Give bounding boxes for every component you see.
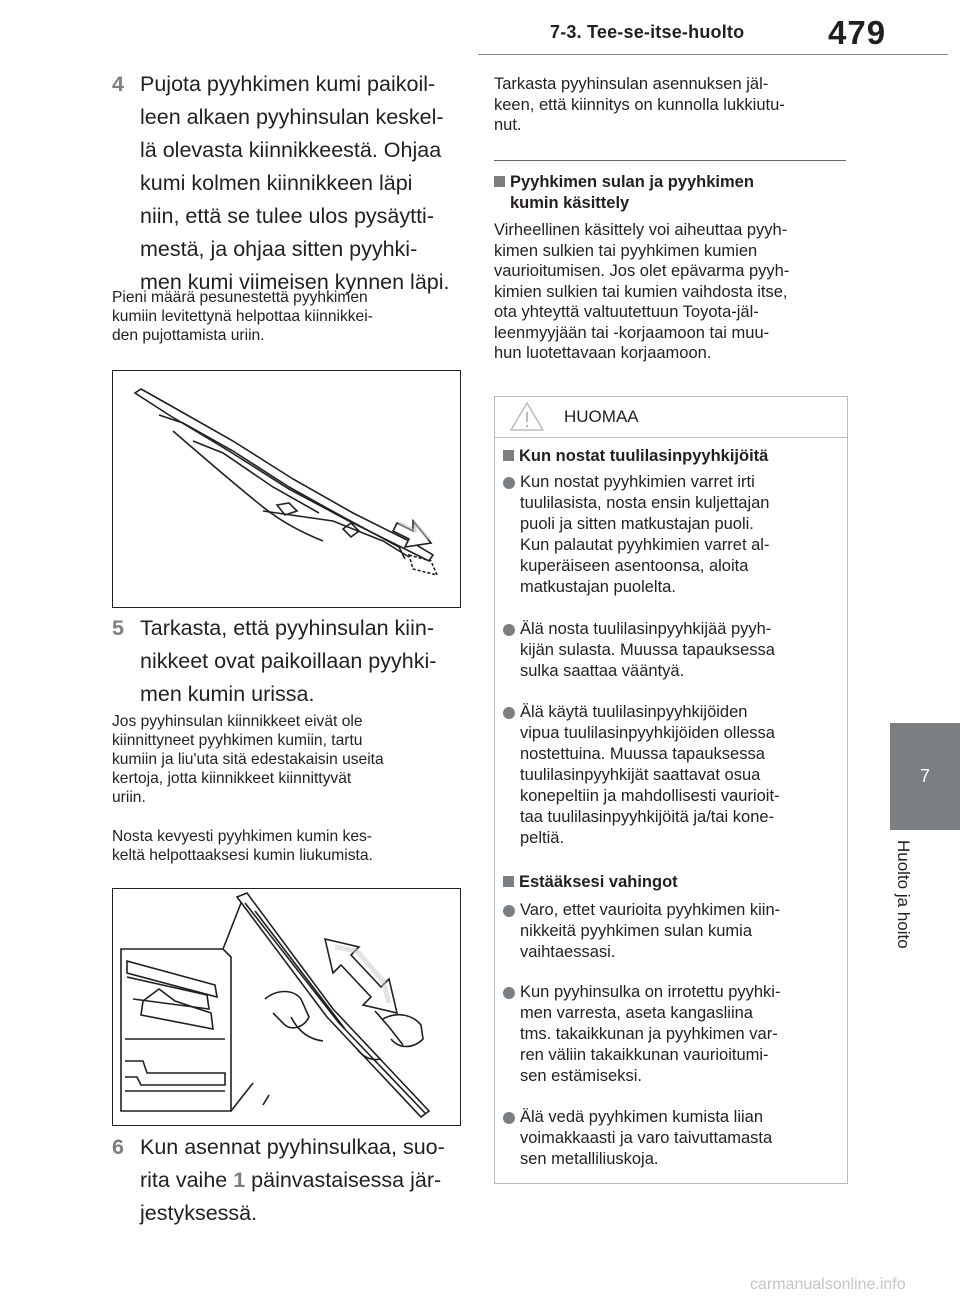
- square-bullet-icon: [503, 450, 514, 461]
- step-6-text: [140, 1131, 445, 1230]
- step-4-text: Pujota pyyhkimen kumi paikoil- leen alkaen pyyhinsulan keskel- lä olevasta kiinnikkeestä. Ohjaa kumi kolmen kiinnikkeen läpi niin, että se tulee ulos pysäytti- mestä, ja ohjaa sitten pyyhki- men kumi viimeisen kynnen läpi.: [140, 72, 450, 294]
- square-bullet-icon: [494, 176, 505, 187]
- step-6-ref[interactable]: 1: [233, 1168, 246, 1192]
- arrow-icon: [393, 521, 431, 547]
- caution-bullet-2: Älä nosta tuulilasinpyyhkijää pyyh- kijän sulasta. Muussa tapauksessa sulka saattaa vääntyä.: [520, 620, 775, 680]
- bullet-icon: [503, 624, 515, 636]
- bullet-icon: [503, 1112, 515, 1124]
- figure-wiper-rubber-slide: [112, 888, 461, 1126]
- square-bullet-icon: [503, 876, 514, 887]
- caution-section-1-heading-text: Kun nostat tuulilasinpyyhkijöitä: [519, 447, 769, 465]
- caution-header-rule: [494, 437, 848, 438]
- header-rule: [478, 54, 948, 55]
- figure-wiper-blade-rubber: [112, 370, 461, 608]
- bullet-icon: [503, 905, 515, 917]
- caution-bullet-4: Varo, ettet vaurioita pyyhkimen kiin- nikkeitä pyyhkimen sulan kumia vaihtaessasi.: [520, 901, 781, 961]
- chapter-label-container: [893, 840, 943, 990]
- step-6-number: 6: [112, 1135, 124, 1159]
- handling-heading-text: Pyyhkimen sulan ja pyyhkimen kumin käsittely: [510, 173, 754, 212]
- wiper-blade-illustration: [113, 371, 460, 607]
- caution-bullet-3: Älä käytä tuulilasinpyyhkijöiden vipua tuulilasinpyyhkijöiden ollessa nostettuina. Muussa tapauksessa tuulilasinpyyhkijät saattavat osua konepeltiin ja mahdollisesti vaurioit- taa tuulilasinpyyhkijöitä ja/tai kone- peltiä.: [520, 703, 780, 847]
- caution-bullet-6: Älä vedä pyyhkimen kumista liian voimakkaasti ja varo taivuttamasta sen metalliliuskoja.: [520, 1108, 773, 1168]
- bullet-icon: [503, 707, 515, 719]
- intro-text: Tarkasta pyyhinsulan asennuksen jäl- keen, että kiinnitys on kunnolla lukkiutu- nut.: [494, 75, 785, 134]
- step-5-text: Tarkasta, että pyyhinsulan kiin- nikkeet ovat paikoillaan pyyhki- men kumin urissa.: [140, 616, 437, 706]
- page-number: 479: [828, 14, 887, 51]
- chapter-label: Huolto ja hoito: [894, 840, 913, 949]
- warning-icon: [509, 400, 545, 432]
- double-arrow-icon: [325, 939, 397, 1013]
- caution-bullet-1: Kun nostat pyyhkimien varret irti tuulilasista, nosta ensin kuljettajan puoli ja sitten matkustajan puoli. Kun palautat pyyhkimien varret al- kuperäiseen asentoonsa, aloita matkustajan puolelta.: [520, 473, 770, 596]
- caution-section-2-heading-text: Estääksesi vahingot: [519, 873, 678, 891]
- step-6: [112, 1131, 472, 1231]
- section-rule: [494, 160, 846, 161]
- watermark[interactable]: carmanualsonline.info: [750, 1276, 906, 1293]
- wiper-slide-illustration: [113, 889, 460, 1125]
- caution-title: HUOMAA: [564, 407, 639, 426]
- step-6-text-after: päinvastaisessa jär- jestyksessä.: [140, 1168, 442, 1225]
- step-4: [112, 68, 472, 303]
- bullet-icon: [503, 987, 515, 999]
- step-5: [112, 612, 472, 712]
- note-clips: Jos pyyhinsulan kiinnikkeet eivät ole kiinnittyneet pyyhkimen kumiin, tartu kumiin ja liu'uta sitä edestakaisin useita kertoja, jotta kiinnikkeet kiinnittyvät uriin.: [112, 713, 384, 806]
- bullet-icon: [503, 477, 515, 489]
- step-6-text-before: Kun asennat pyyhinsulkaa, suo- rita vaihe: [140, 1135, 445, 1192]
- note-lift-rubber: Nosta kevyesti pyyhkimen kumin kes- keltä helpottaaksesi kumin liukumista.: [112, 828, 373, 864]
- chapter-tab[interactable]: 7: [890, 723, 960, 830]
- step-4-number: 4: [112, 72, 124, 96]
- handling-text: Virheellinen käsittely voi aiheuttaa pyyh- kimen sulkien tai pyyhkimen kumien vaurioitumisen. Jos olet epävarma pyyh- kimien sulkien tai kumien vaihdosta itse, ota yhteyttä valtuutettuun Toyota-jäl- leenmyyjään tai -korjaamoon tai muu- hun luotettavaan korjaamoon.: [494, 221, 790, 362]
- caution-bullet-5: Kun pyyhinsulka on irrotettu pyyhki- men varresta, aseta kangasliina tms. takaikkunan ja pyyhkimen var- ren väliin takaikkunan vaurioitumi- sen estämiseksi.: [520, 983, 781, 1085]
- note-lubricant: Pieni määrä pesunestettä pyyhkimen kumiin levitettynä helpottaa kiinnikkei- den pujottamista uriin.: [112, 289, 373, 344]
- section-title: 7-3. Tee-se-itse-huolto: [550, 22, 745, 42]
- step-5-number: 5: [112, 616, 124, 640]
